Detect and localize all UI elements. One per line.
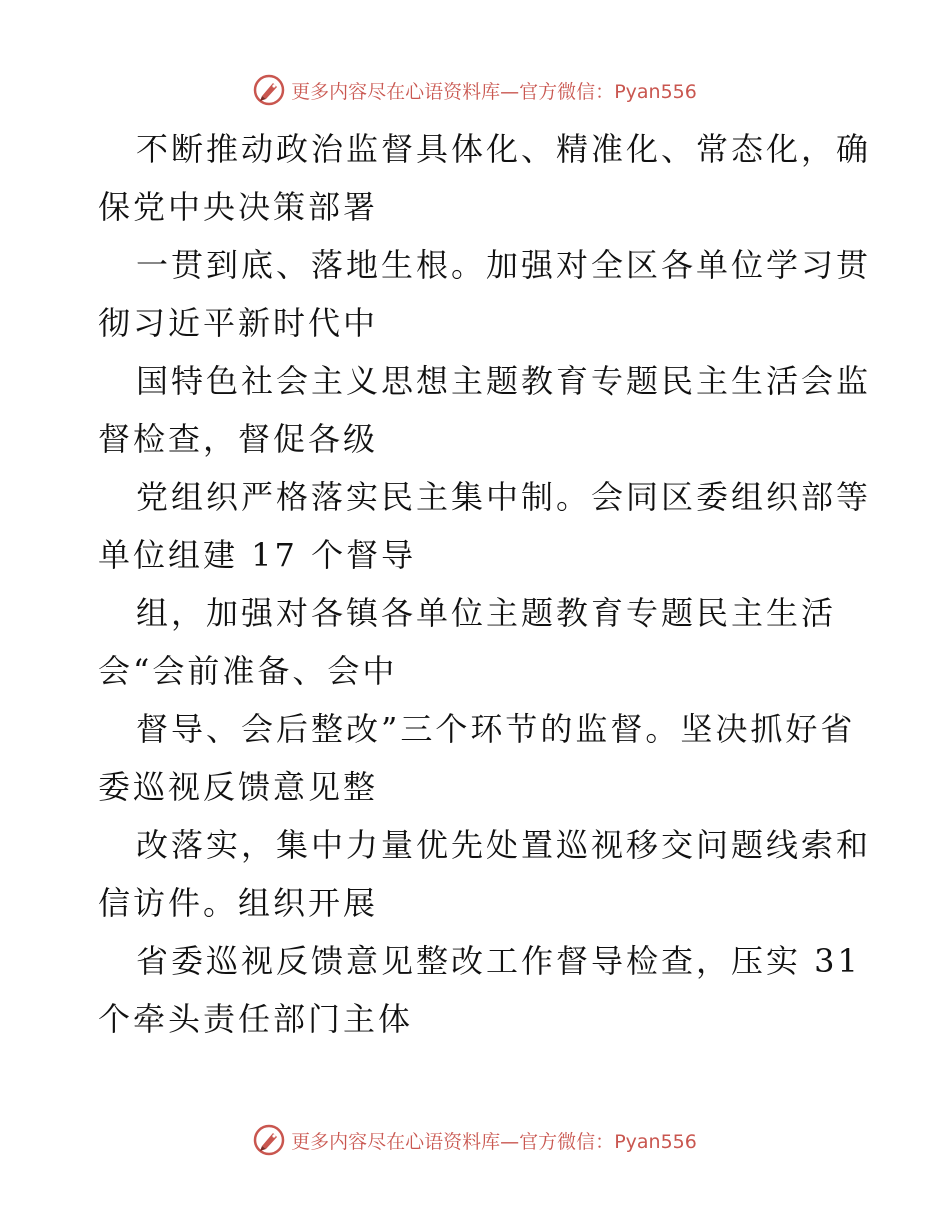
paragraph-line: 组，加强对各镇各单位主题教育专题民主生活: [136, 594, 837, 632]
paragraph-line: 一贯到底、落地生根。加强对全区各单位学习贯: [136, 246, 872, 284]
pen-nib-logo-icon: [253, 1124, 285, 1156]
paragraph-line: 信访件。组织开展: [98, 884, 379, 922]
paragraph-line: 委巡视反馈意见整: [98, 768, 379, 806]
paragraph-line: 督检查，督促各级: [98, 420, 379, 458]
paragraph-line: 党组织严格落实民主集中制。会同区委组织部等: [136, 478, 872, 516]
paragraph-line: 改落实，集中力量优先处置巡视移交问题线索和: [136, 826, 872, 864]
paragraph-line: 国特色社会主义思想主题教育专题民主生活会监: [136, 362, 872, 400]
paragraph: [98, 584, 858, 700]
watermark-wechat: Pyan556: [614, 1130, 697, 1153]
paragraph: [98, 120, 872, 236]
footer-watermark: [0, 1120, 950, 1160]
pen-nib-logo-icon: [253, 74, 285, 106]
paragraph: [98, 700, 858, 816]
paragraph: [98, 468, 872, 584]
watermark-main: 更多内容尽在心语资料库: [291, 80, 501, 103]
document-body: [98, 120, 872, 1048]
watermark-separator: —: [500, 80, 520, 103]
paragraph-line: 省委巡视反馈意见整改工作督导检查，压实 31: [136, 942, 861, 980]
watermark-text: [291, 1127, 697, 1154]
watermark-sub: 官方微信：: [519, 80, 615, 103]
paragraph-line: 督导、会后整改”三个环节的监督。坚决抓好省: [136, 710, 856, 748]
header-watermark: [0, 70, 950, 110]
watermark-sub: 官方微信：: [519, 1130, 615, 1153]
paragraph-line: 保党中央决策部署: [98, 188, 379, 226]
paragraph: [98, 932, 861, 1048]
paragraph-line: 会“会前准备、会中: [98, 652, 398, 690]
watermark-text: [291, 77, 697, 104]
paragraph-line: 不断推动政治监督具体化、精准化、常态化，确: [136, 130, 872, 168]
paragraph: [98, 352, 872, 468]
paragraph: [98, 816, 872, 932]
watermark-separator: —: [500, 1130, 520, 1153]
paragraph-line: 彻习近平新时代中: [98, 304, 379, 342]
paragraph-line: 个牵头责任部门主体: [98, 1000, 414, 1038]
paragraph-line: 单位组建 17 个督导: [98, 536, 417, 574]
watermark-wechat: Pyan556: [614, 80, 697, 103]
watermark-main: 更多内容尽在心语资料库: [291, 1130, 501, 1153]
paragraph: [98, 236, 872, 352]
